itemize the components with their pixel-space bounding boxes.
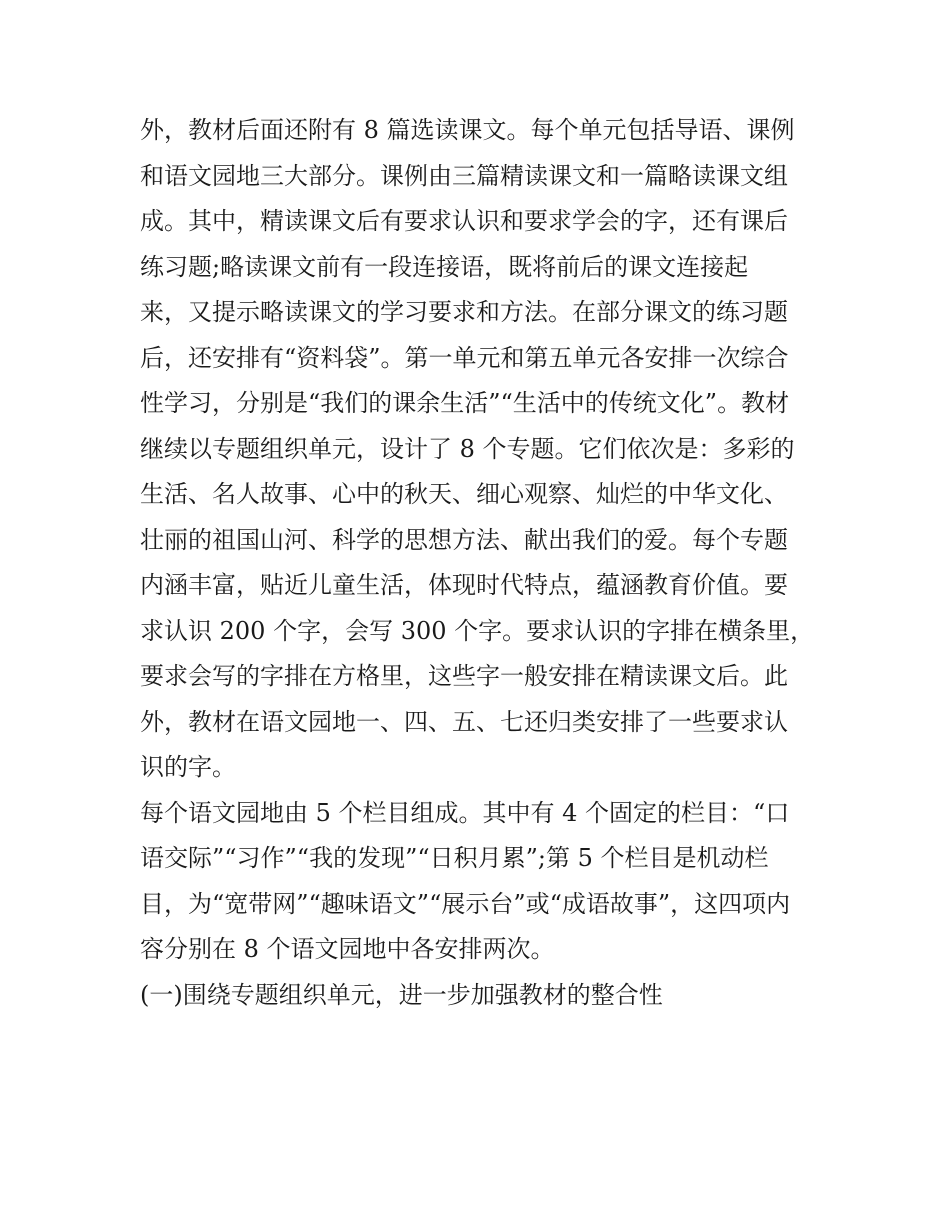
- text-line: 和语文园地三大部分。课例由三篇精读课文和一篇略读课文组: [140, 161, 788, 190]
- text-line: 识的字。: [140, 753, 236, 781]
- text-line: 壮丽的祖国山河、科学的思想方法、献出我们的爱。每个专题: [140, 525, 788, 554]
- body-text: [140, 108, 820, 1018]
- text-line: 求认识 200 个字，会写 300 个字。要求认识的字排在横条里，: [140, 616, 815, 645]
- text-line: 容分别在 8 个语文园地中各安排两次。: [140, 935, 555, 963]
- text-line: 来，又提示略读课文的学习要求和方法。在部分课文的练习题: [140, 298, 788, 326]
- text-line: 要求会写的字排在方格里，这些字一般安排在精读课文后。此: [140, 662, 788, 690]
- text-line: 性学习，分别是“我们的课余生活”“生活中的传统文化”。教材: [140, 389, 790, 417]
- text-line: 生活、名人故事、心中的秋天、细心观察、灿烂的中华文化、: [140, 480, 788, 508]
- text-line: 后，还安排有“资料袋”。第一单元和第五单元各安排一次综合: [140, 343, 789, 372]
- text-line: 继续以专题组织单元，设计了 8 个专题。它们依次是：多彩的: [140, 434, 795, 463]
- text-line: 语交际”“习作”“我的发现”“日积月累”;第 5 个栏目是机动栏: [140, 844, 769, 872]
- section-heading: (一)围绕专题组织单元，进一步加强教材的整合性: [140, 980, 663, 1009]
- text-line: 成。其中，精读课文后有要求认识和要求学会的字，还有课后: [140, 207, 788, 235]
- text-line: 内涵丰富，贴近儿童生活，体现时代特点，蕴涵教育价值。要: [140, 571, 788, 599]
- text-line: 每个语文园地由 5 个栏目组成。其中有 4 个固定的栏目：“口: [140, 798, 790, 827]
- text-line: 目，为“宽带网”“趣味语文”“展示台”或“成语故事”，这四项内: [140, 889, 791, 918]
- text-line: 练习题;略读课文前有一段连接语，既将前后的课文连接起: [140, 252, 749, 281]
- text-line: 外，教材后面还附有 8 篇选读课文。每个单元包括导语、课例: [140, 116, 795, 144]
- text-line: 外，教材在语文园地一、四、五、七还归类安排了一些要求认: [140, 707, 788, 736]
